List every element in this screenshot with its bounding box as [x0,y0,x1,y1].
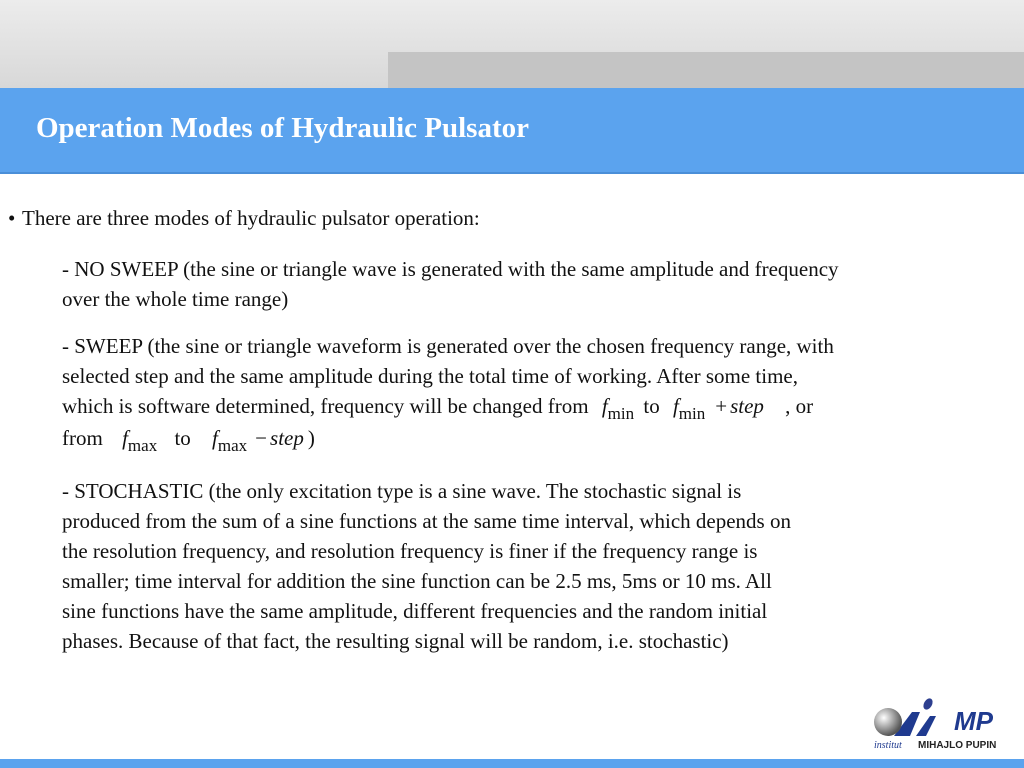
stochastic-paragraph [62,476,791,656]
sweep-line-3-text: which is software determined, frequency will be changed from [62,394,589,418]
sweep-line-1: - SWEEP (the sine or triangle waveform is generated over the chosen frequency range, with [62,334,834,358]
stochastic-line-6: phases. Because of that fact, the resulting signal will be random, i.e. stochastic) [62,629,729,653]
imp-logo [866,694,1016,752]
from-word: from [62,426,103,450]
or-word: , or [785,394,814,418]
f-min-formula: $f_{min}$ [601,394,635,423]
footer-bar [0,759,1024,768]
no-sweep-line-2: over the whole time range) [62,287,289,311]
bullet-icon: • [8,206,16,230]
logo-institut: institut [874,740,902,751]
f-max-minus-step-formula: $f_{max}$ − step [212,426,304,455]
closing-paren: ) [307,426,315,450]
slide-title: Operation Modes of Hydraulic Pulsator [36,112,529,144]
sweep-paragraph [62,331,834,455]
f-max-formula: $f_{max}$ [122,426,158,455]
no-sweep-line-1: - NO SWEEP (the sine or triangle wave is generated with the same amplitude and frequency [62,257,839,281]
stochastic-line-2: produced from the sum of a sine functions at the same time interval, which depends on [62,509,791,533]
intro-text: There are three modes of hydraulic pulsator operation: [22,206,480,230]
no-sweep-paragraph [62,254,839,314]
header-accent [388,52,1024,88]
stochastic-line-4: smaller; time interval for addition the sine function can be 2.5 ms, 5ms or 10 ms. All [62,569,772,593]
stochastic-line-3: the resolution frequency, and resolution frequency is finer if the frequency range is [62,539,758,563]
to-word-1: to [643,394,660,418]
f-min-plus-step-formula: $f_{min}$ + step [672,394,764,423]
sweep-line-2: selected step and the same amplitude during the total time of working. After some time, [62,364,798,388]
stochastic-line-5: sine functions have the same amplitude, different frequencies and the random initial [62,599,768,623]
stochastic-line-1: - STOCHASTIC (the only excitation type is a sine wave. The stochastic signal is [62,479,742,503]
intro-line [8,206,480,231]
to-word-2: to [174,426,191,450]
logo-name: MIHAJLO PUPIN [918,740,997,751]
logo-mark: MP [954,706,993,736]
